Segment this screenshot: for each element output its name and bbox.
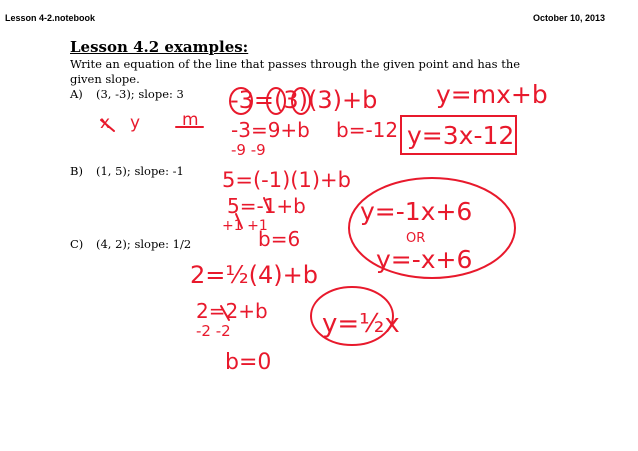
- hw-a-line3: -9 -9: [231, 141, 266, 159]
- notebook-filename: Lesson 4-2.notebook: [5, 13, 96, 23]
- hw-b-line3: +1 +1: [222, 218, 268, 234]
- problem-b-label: B): [70, 164, 83, 178]
- problem-a-text: (3, -3); slope: 3: [96, 87, 184, 101]
- hw-b-line1: 5=(-1)(1)+b: [222, 168, 351, 192]
- page-date: October 10, 2013: [532, 13, 605, 23]
- hw-a-b-result: b=-12: [336, 118, 399, 142]
- problem-b-text: (1, 5); slope: -1: [96, 164, 184, 178]
- hw-a-y-label: y: [130, 113, 141, 133]
- hw-a-m-label: m: [182, 110, 199, 130]
- lesson-title: Lesson 4.2 examples:: [70, 38, 249, 56]
- hw-b-or: OR: [406, 231, 426, 246]
- problem-c-text: (4, 2); slope: 1/2: [96, 237, 192, 251]
- hw-a-answer: y=3x-12: [407, 121, 515, 150]
- hw-c-line3: -2 -2: [196, 322, 231, 340]
- lesson-instructions: Write an equation of the line that passes through the given point and has the given slope.: [70, 57, 521, 86]
- hw-a-x-label: x: [100, 113, 111, 133]
- hw-c-b-result: b=0: [225, 350, 272, 375]
- problem-c-label: C): [70, 237, 84, 251]
- hw-a-line2: -3=9+b: [231, 118, 310, 142]
- problem-a-label: A): [70, 87, 83, 101]
- hw-c-line1: 2=½(4)+b: [190, 261, 318, 289]
- hw-c-line2: 2=2+b: [196, 299, 268, 323]
- hw-a-line1: -3=(3)(3)+b: [230, 86, 378, 114]
- hw-c-answer: y=½x: [322, 309, 400, 339]
- hw-a-template: y=mx+b: [436, 80, 548, 109]
- hw-b-line2: 5=-1+b: [227, 194, 306, 218]
- hw-b-answer2: y=-x+6: [376, 245, 473, 274]
- hw-b-answer1: y=-1x+6: [360, 197, 473, 226]
- hw-b-b-result: b=6: [258, 227, 301, 251]
